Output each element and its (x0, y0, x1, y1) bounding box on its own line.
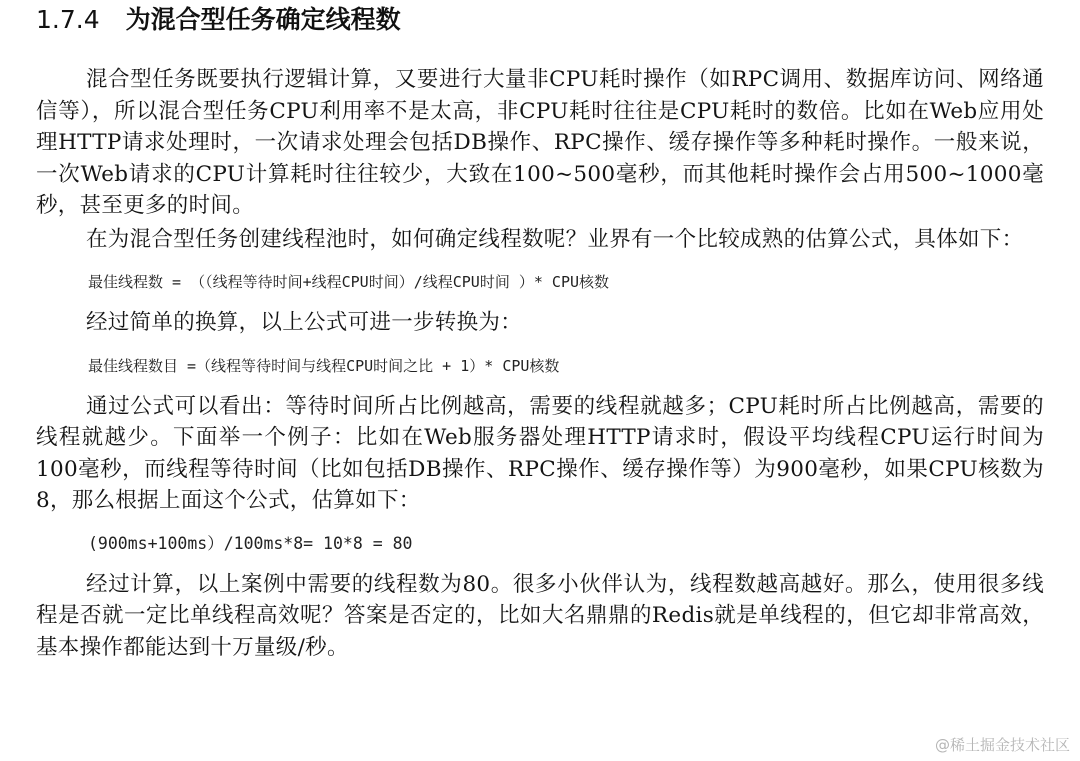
section-heading (36, 2, 401, 38)
paragraph-mixed-task-intro: 混合型任务既要执行逻辑计算，又要进行大量非CPU耗时操作（如RPC调用、数据库访问、网络通信等），所以混合型任务CPU利用率不是太高，非CPU耗时往往是CPU耗时的数倍。比如在Web应用处理HTTP请求处理时，一次请求处理会包括DB操作、RPC操作、缓存操作等多种耗时操作。一般来说，一次Web请求的CPU计算耗时往往较少，大致在100~500毫秒，而其他耗时操作会占用500~1000毫秒，甚至更多的时间。 (36, 67, 1044, 218)
paragraph-conversion: 经过简单的换算，以上公式可进一步转换为： (86, 310, 523, 335)
formula-optimal-threads-ratio: 最佳线程数目 =（线程等待时间与线程CPU时间之比 + 1）* CPU核数 (88, 356, 560, 375)
section-title: 为混合型任务确定线程数 (125, 5, 401, 34)
section-number: 1.7.4 (36, 5, 100, 34)
article-body (36, 64, 1044, 663)
watermark: @稀土掘金技术社区 (934, 736, 1070, 754)
paragraph-formula-intro: 在为混合型任务创建线程池时，如何确定线程数呢？业界有一个比较成熟的估算公式，具体如下： (86, 226, 1024, 252)
paragraph-conclusion: 经过计算，以上案例中需要的线程数为80。很多小伙伴认为，线程数越高越好。那么，使用很多线程是否就一定比单线程高效呢？答案是否定的，比如大名鼎鼎的Redis就是单线程的，但它却非常高效，基本操作都能达到十万量级/秒。 (36, 571, 1044, 660)
formula-calculation: (900ms+100ms）/100ms*8= 10*8 = 80 (88, 533, 413, 553)
paragraph-example: 通过公式可以看出：等待时间所占比例越高，需要的线程就越多；CPU耗时所占比例越高，需要的线程就越少。下面举一个例子：比如在Web服务器处理HTTP请求时，假设平均线程CPU运行时间为100毫秒，而线程等待时间（比如包括DB操作、RPC操作、缓存操作等）为900毫秒，如果CPU核数为8，那么根据上面这个公式，估算如下： (36, 393, 1044, 513)
formula-optimal-threads: 最佳线程数 = （（线程等待时间+线程CPU时间）/线程CPU时间 ）* CPU核数 (88, 273, 610, 291)
